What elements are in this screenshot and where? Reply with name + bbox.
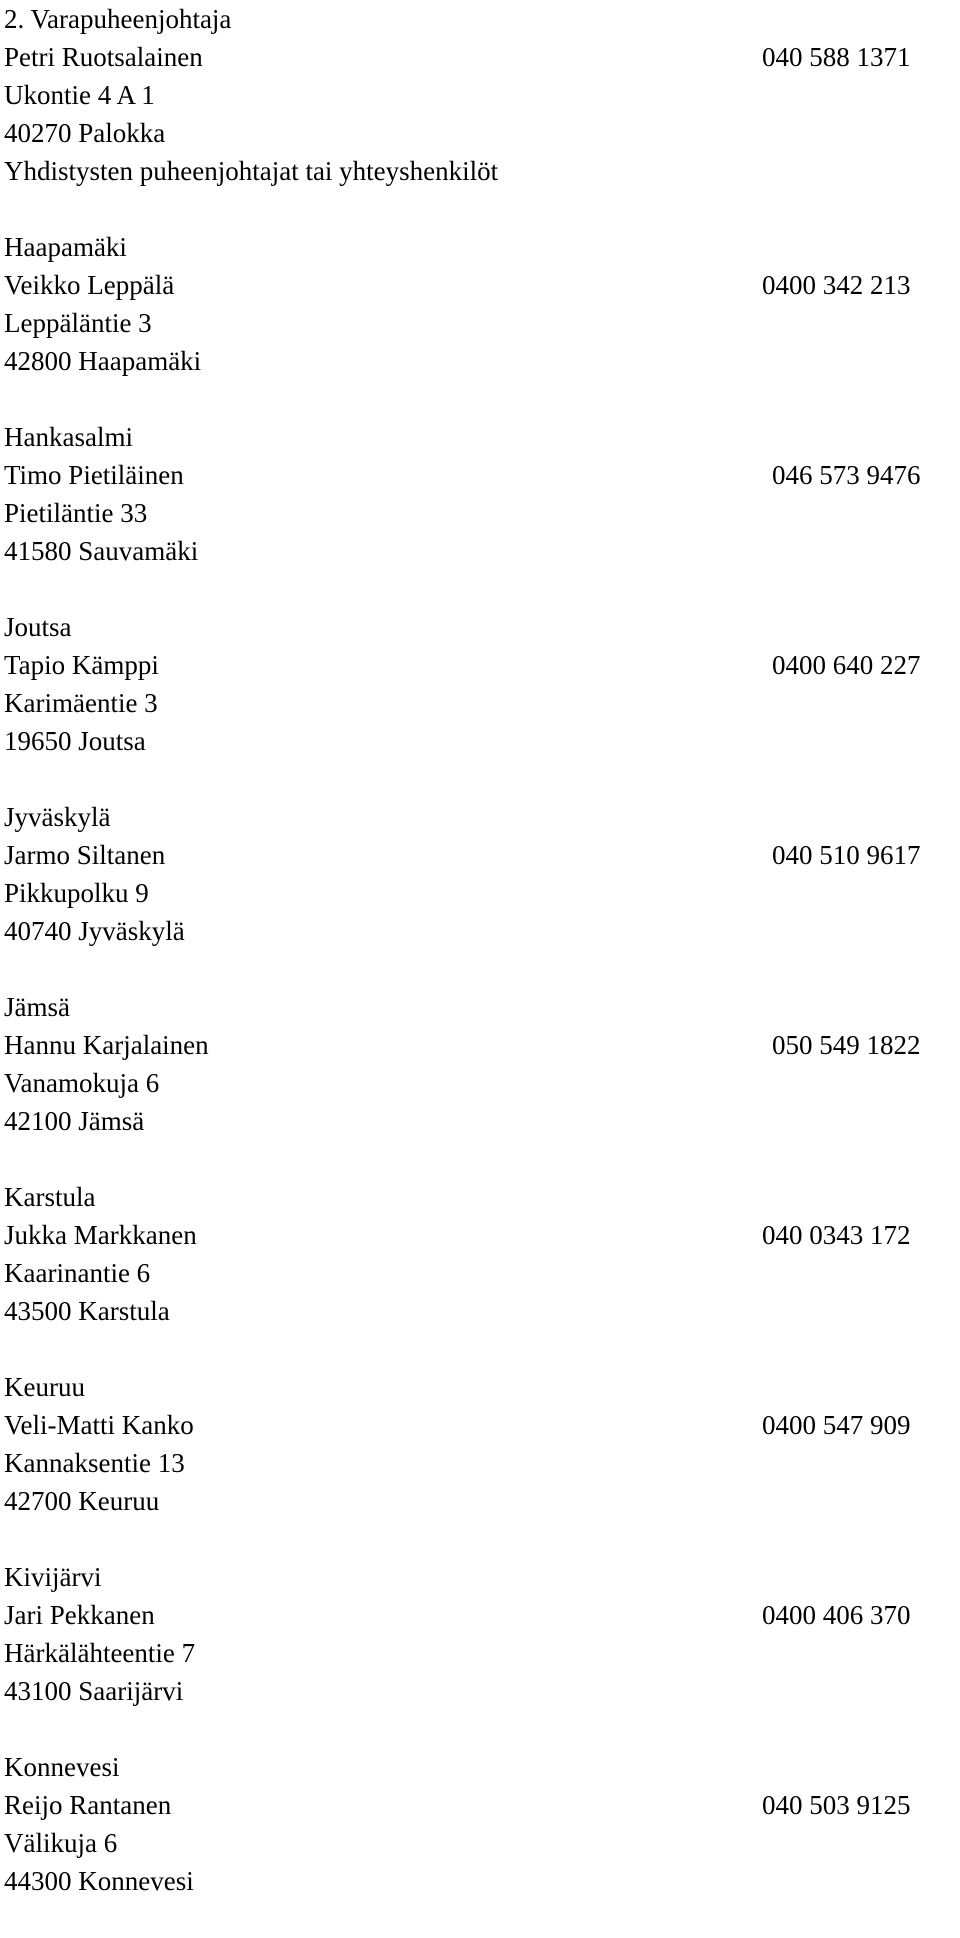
section-title: Yhdistysten puheenjohtajat tai yhteyshenkilöt bbox=[4, 156, 499, 186]
contact-name-row bbox=[4, 1406, 956, 1444]
contact-phone: 0400 406 370 bbox=[762, 1600, 911, 1630]
contact-town: Hankasalmi bbox=[4, 422, 133, 452]
contact-name-row bbox=[4, 1786, 956, 1824]
contact-street: Välikuja 6 bbox=[4, 1828, 118, 1858]
contact-block bbox=[4, 798, 956, 950]
contact-phone: 040 510 9617 bbox=[772, 840, 921, 870]
vice-chair-block bbox=[4, 0, 956, 190]
contact-postal: 19650 Joutsa bbox=[4, 726, 146, 756]
contact-street: Kannaksentie 13 bbox=[4, 1448, 185, 1478]
contact-block bbox=[4, 608, 956, 760]
contact-block bbox=[4, 1178, 956, 1330]
contact-town: Karstula bbox=[4, 1182, 96, 1212]
contact-postal: 42100 Jämsä bbox=[4, 1106, 145, 1136]
vice-chair-street: Ukontie 4 A 1 bbox=[4, 80, 155, 110]
vice-chair-postal: 40270 Palokka bbox=[4, 118, 166, 148]
contact-name-row bbox=[4, 1026, 956, 1064]
contact-street: Pietiläntie 33 bbox=[4, 498, 148, 528]
contact-phone: 046 573 9476 bbox=[772, 460, 921, 490]
contact-postal: 43500 Karstula bbox=[4, 1296, 170, 1326]
contact-street: Kaarinantie 6 bbox=[4, 1258, 151, 1288]
contact-name-row bbox=[4, 646, 956, 684]
vice-chair-heading: 2. Varapuheenjohtaja bbox=[4, 4, 232, 34]
contact-name: Jarmo Siltanen bbox=[4, 840, 166, 870]
contact-postal: 42800 Haapamäki bbox=[4, 346, 202, 376]
vice-chair-name-row bbox=[4, 38, 956, 76]
contact-town: Kivijärvi bbox=[4, 1562, 102, 1592]
contact-town: Jyväskylä bbox=[4, 802, 111, 832]
contact-name: Reijo Rantanen bbox=[4, 1790, 172, 1820]
contact-town: Konnevesi bbox=[4, 1752, 120, 1782]
contact-phone: 0400 547 909 bbox=[762, 1410, 911, 1440]
contact-town: Keuruu bbox=[4, 1372, 85, 1402]
contact-phone: 0400 342 213 bbox=[762, 270, 911, 300]
contact-name: Timo Pietiläinen bbox=[4, 460, 184, 490]
contact-name-row bbox=[4, 1216, 956, 1254]
contact-phone: 0400 640 227 bbox=[772, 650, 921, 680]
contact-block bbox=[4, 988, 956, 1140]
contact-name: Veikko Leppälä bbox=[4, 270, 175, 300]
contact-name: Tapio Kämppi bbox=[4, 650, 159, 680]
contact-name: Hannu Karjalainen bbox=[4, 1030, 209, 1060]
contact-name: Veli-Matti Kanko bbox=[4, 1410, 194, 1440]
contact-name-row bbox=[4, 266, 956, 304]
contact-street: Vanamokuja 6 bbox=[4, 1068, 160, 1098]
contact-name-row bbox=[4, 1596, 956, 1634]
contact-phone: 040 0343 172 bbox=[762, 1220, 911, 1250]
vice-chair-phone: 040 588 1371 bbox=[762, 42, 911, 72]
contact-street: Pikkupolku 9 bbox=[4, 878, 149, 908]
document-page bbox=[4, 0, 956, 1938]
contact-block bbox=[4, 228, 956, 380]
contact-postal: 41580 Sauvamäki bbox=[4, 536, 199, 566]
contact-postal: 40740 Jyväskylä bbox=[4, 916, 185, 946]
contact-street: Leppäläntie 3 bbox=[4, 308, 152, 338]
contact-block bbox=[4, 1748, 956, 1900]
contact-name: Jukka Markkanen bbox=[4, 1220, 197, 1250]
contact-block bbox=[4, 1368, 956, 1520]
contact-postal: 44300 Konnevesi bbox=[4, 1866, 194, 1896]
contact-name: Jari Pekkanen bbox=[4, 1600, 155, 1630]
contact-phone: 040 503 9125 bbox=[762, 1790, 911, 1820]
contact-town: Joutsa bbox=[4, 612, 72, 642]
contact-block bbox=[4, 418, 956, 570]
contact-name-row bbox=[4, 836, 956, 874]
contact-postal: 42700 Keuruu bbox=[4, 1486, 160, 1516]
contact-town: Haapamäki bbox=[4, 232, 127, 262]
contact-name-row bbox=[4, 456, 956, 494]
contact-town: Jämsä bbox=[4, 992, 70, 1022]
contact-street: Karimäentie 3 bbox=[4, 688, 158, 718]
vice-chair-name: Petri Ruotsalainen bbox=[4, 42, 203, 72]
contact-block bbox=[4, 1558, 956, 1710]
contact-postal: 43100 Saarijärvi bbox=[4, 1676, 184, 1706]
contact-street: Härkälähteentie 7 bbox=[4, 1638, 196, 1668]
contact-phone: 050 549 1822 bbox=[772, 1030, 921, 1060]
